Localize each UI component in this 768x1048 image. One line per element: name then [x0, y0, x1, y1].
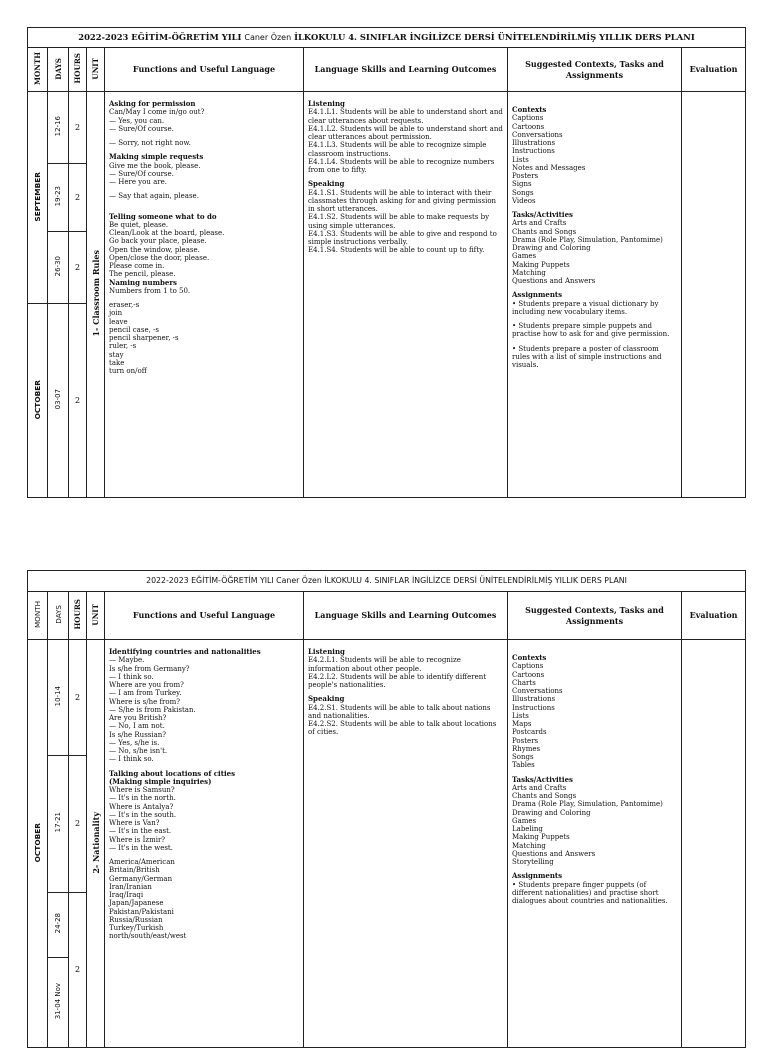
header-month: MONTH [28, 592, 48, 640]
section-heading: Telling someone what to do [109, 211, 217, 221]
text-line: Postcards [512, 728, 547, 737]
text-line: Arts and Crafts [512, 219, 567, 228]
section-heading: Contexts [512, 653, 547, 662]
text-line: Cartoons [512, 122, 545, 131]
text-line: — Sure/Of course. [109, 124, 174, 133]
header-days: DAYS [48, 592, 69, 640]
text-line: Cartoons [512, 670, 545, 679]
hours-cell: 2 [69, 756, 87, 893]
text-line: E4.1.L2. Students will be able to understand short and clear utterances about permission. [308, 124, 503, 141]
text-line: E4.2.L2. Students will be able to identify different people's nationalities. [308, 672, 487, 689]
text-line: Where is Van? [109, 819, 160, 827]
header-hours: HOURS [69, 592, 87, 640]
functions-content [105, 92, 304, 498]
section-heading: (Making simple inquiries) [109, 776, 212, 786]
text-line: E4.1.S1. Students will be able to interact with their classmates through asking for and giving permission in short utterances. [308, 188, 497, 213]
text-line: Posters [512, 172, 539, 180]
text-line: Making Puppets [512, 260, 570, 269]
header-days: DAYS [48, 48, 69, 92]
text-line: Labeling [512, 825, 543, 833]
header-unit: UNIT [87, 592, 105, 640]
text-line: — It's in the south. [109, 810, 177, 819]
section-heading: Tasks/Activities [512, 774, 573, 784]
text-line: Where are you from? [109, 681, 184, 689]
text-line: — No, I am not. [109, 722, 165, 731]
text-line: • Students prepare simple puppets and practise how to ask for and give permission. [512, 322, 670, 339]
text-line: Give me the book, please. [109, 161, 201, 170]
section-heading: Talking about locations of cities [109, 768, 236, 778]
text-line: Germany/German [109, 874, 173, 883]
text-line: Where is s/he from? [109, 697, 180, 706]
section-heading: Listening [308, 647, 345, 656]
title-year: 2022-2023 EĞİTİM-ÖĞRETİM YILI [78, 32, 242, 42]
text-line: Go back your place, please. [109, 237, 207, 246]
text-line: Charts [512, 678, 536, 687]
text-line: Illustrations [512, 139, 556, 147]
text-line: Tables [512, 761, 535, 770]
section-heading: Making simple requests [109, 152, 204, 162]
text-line: Drawing and Coloring [512, 244, 591, 252]
text-line: Turkey/Turkish [109, 924, 164, 932]
text-line: Is s/he Russian? [109, 730, 167, 739]
text-line: • Students prepare a poster of classroom rules with a list of simple instructions and visuals. [512, 344, 662, 369]
text-line: Britain/British [109, 866, 160, 875]
skills-content [304, 92, 508, 498]
text-line: — Yes, s/he is. [109, 738, 160, 747]
contexts-content [508, 92, 682, 498]
text-line: Drama (Role Play, Simulation, Pantomime) [512, 235, 663, 244]
month-october: OCTOBER [28, 304, 48, 498]
section-heading: Asking for permission [109, 99, 196, 108]
title-school: İLKOKULU 4. SINIFLAR İNGİLİZCE DERSİ ÜNİTELENDİRİLMİŞ YILLIK DERS PLANI [294, 32, 695, 42]
text-line: Questions and Answers [512, 277, 596, 285]
yearly-plan-table-2 [27, 570, 746, 1048]
text-line: — It's in the west. [109, 843, 173, 852]
hours-cell: 2 [69, 893, 87, 1048]
text-line: — S/he is from Pakistan. [109, 705, 196, 714]
header-unit: UNIT [87, 48, 105, 92]
text-line: Maps [512, 720, 532, 728]
text-line: Iran/Iranian [109, 882, 152, 891]
text-line: Notes and Messages [512, 163, 586, 172]
text-line: E4.1.S4. Students will be able to count up to fifty. [308, 246, 485, 255]
text-line: Arts and Crafts [512, 783, 567, 792]
text-line: — Here you are. [109, 178, 167, 186]
text-line: Drama (Role Play, Simulation, Pantomime) [512, 800, 663, 809]
header-month: MONTH [28, 48, 48, 92]
text-line: pencil case, -s [109, 325, 159, 334]
header-contexts: Suggested Contexts, Tasks and Assignments [508, 48, 682, 92]
text-line: Captions [512, 662, 544, 671]
text-line: Chants and Songs [512, 227, 577, 236]
days-cell: 10-14 [48, 640, 69, 756]
evaluation-content [682, 92, 746, 498]
plan-title [28, 28, 746, 48]
text-line: Captions [512, 114, 544, 123]
text-line: — Say that again, please. [109, 192, 199, 201]
text-line: Where is Antalya? [109, 802, 174, 811]
text-line: E4.1.L4. Students will be able to recognize numbers from one to fifty. [308, 157, 495, 174]
hours-cell: 2 [69, 232, 87, 304]
section-heading: Contexts [512, 105, 547, 114]
text-line: Iraq/Iraqi [109, 891, 144, 899]
text-line: Russia/Russian [109, 915, 163, 924]
text-line: — I think so. [109, 755, 154, 764]
section-heading: Assignments [512, 290, 563, 300]
functions-content [105, 640, 304, 1048]
text-line: — It's in the north. [109, 794, 176, 803]
text-line: — No, s/he isn't. [109, 747, 168, 755]
unit-cell: 2- Nationality [87, 640, 105, 1048]
days-cell: 24-28 [48, 893, 69, 958]
text-line: Storytelling [512, 858, 554, 866]
text-line: Open the window, please. [109, 245, 200, 254]
section-heading: Naming numbers [109, 277, 177, 287]
text-line: — I am from Turkey. [109, 689, 182, 698]
text-line: E4.2.L1. Students will be able to recognize information about other people. [308, 656, 461, 673]
hours-cell: 2 [69, 640, 87, 756]
text-line: leave [109, 317, 128, 326]
header-skills: Language Skills and Learning Outcomes [304, 592, 508, 640]
text-line: join [109, 309, 123, 318]
text-line: Games [512, 252, 537, 261]
header-hours: HOURS [69, 48, 87, 92]
header-evaluation: Evaluation [682, 592, 746, 640]
text-line: Songs [512, 753, 534, 761]
hours-cell: 2 [69, 164, 87, 232]
days-cell: 12-16 [48, 92, 69, 164]
text-line: • Students prepare a visual dictionary by including new vocabulary items. [512, 299, 659, 316]
text-line: E4.1.S2. Students will be able to make requests by using simple utterances. [308, 213, 490, 230]
text-line: Where is Samsun? [109, 786, 175, 794]
header-contexts: Suggested Contexts, Tasks and Assignments [508, 592, 682, 640]
text-line: Please come in. [109, 262, 165, 270]
text-line: Be quiet, please. [109, 220, 169, 229]
text-line: Matching [512, 268, 546, 277]
text-line: take [109, 358, 125, 367]
hours-cell: 2 [69, 92, 87, 164]
text-line: stay [109, 350, 124, 359]
text-line: Conversations [512, 687, 563, 695]
text-line: Is s/he from Germany? [109, 664, 190, 673]
section-heading: Tasks/Activities [512, 210, 573, 219]
section-heading: Identifying countries and nationalities [109, 647, 261, 656]
days-cell: 31-04 Nov [48, 958, 69, 1048]
text-line: — It's in the east. [109, 827, 172, 836]
text-line: turn on/off [109, 367, 147, 375]
hours-cell: 2 [69, 304, 87, 498]
days-cell: 26-30 [48, 232, 69, 304]
text-line: Chants and Songs [512, 792, 577, 800]
skills-content [304, 640, 508, 1048]
text-line: ruler, -s [109, 342, 137, 351]
text-line: Open/close the door, please. [109, 253, 210, 262]
text-line: E4.2.S1. Students will be able to talk about nations and nationalities. [308, 703, 491, 720]
text-line: The pencil, please. [109, 270, 176, 279]
text-line: Lists [512, 155, 529, 164]
header-functions: Functions and Useful Language [105, 592, 304, 640]
text-line: Instructions [512, 147, 555, 156]
text-line: Pakistan/Pakistani [109, 907, 174, 916]
text-line: Questions and Answers [512, 849, 596, 858]
section-heading: Speaking [308, 694, 345, 704]
text-line: — I think so. [109, 672, 154, 681]
text-line: eraser,-s [109, 301, 140, 309]
text-line: Games [512, 816, 537, 825]
yearly-plan-table-1 [27, 27, 746, 498]
text-line: — Sorry, not right now. [109, 139, 191, 147]
section-heading: Assignments [512, 871, 563, 881]
month-october: OCTOBER [28, 640, 48, 1048]
text-line: Illustrations [512, 695, 556, 704]
text-line: E4.1.L1. Students will be able to understand short and clear utterances about requests. [308, 108, 503, 125]
text-line: Japan/Japanese [109, 899, 164, 908]
text-line: Instructions [512, 703, 555, 712]
contexts-content [508, 640, 682, 1048]
text-line: E4.2.S2. Students will be able to talk about locations of cities. [308, 720, 497, 737]
text-line: Clean/Look at the board, please. [109, 229, 225, 237]
text-line: Are you British? [109, 714, 167, 722]
text-line: Songs [512, 188, 534, 197]
days-cell: 19-23 [48, 164, 69, 232]
text-line: Videos [512, 196, 536, 205]
section-heading: Listening [308, 99, 345, 108]
plan-title: 2022-2023 EĞİTİM-ÖĞRETİM YILI Caner Özen İLKOKULU 4. SINIFLAR İNGİLİZCE DERSİ ÜNİTELENDİRİLMİŞ YILLIK DERS PLANI [28, 571, 746, 592]
text-line: E4.1.S3. Students will be able to give and respond to simple instructions verbally. [308, 229, 497, 246]
text-line: America/American [109, 858, 175, 866]
text-line: Rhymes [512, 744, 541, 753]
text-line: Posters [512, 736, 539, 745]
text-line: Matching [512, 841, 546, 850]
section-heading: Speaking [308, 179, 345, 189]
header-functions: Functions and Useful Language [105, 48, 304, 92]
text-line: pencil sharpener, -s [109, 334, 179, 342]
text-line: — Maybe. [109, 656, 145, 665]
text-line: Conversations [512, 130, 563, 139]
text-line: Numbers from 1 to 50. [109, 286, 191, 295]
unit-cell: 1- Classroom Rules [87, 92, 105, 498]
text-line: Drawing and Coloring [512, 808, 591, 817]
text-line: Where is İzmir? [109, 835, 166, 844]
text-line: Lists [512, 711, 529, 720]
text-line: north/south/east/west [109, 932, 187, 941]
text-line: • Students prepare finger puppets (of different nationalities) and practise short dialogues about countries and nationalities. [512, 880, 668, 905]
title-author: Caner Özen [244, 33, 292, 42]
text-line: Can/May I come in/go out? [109, 108, 205, 117]
text-line: Making Puppets [512, 833, 570, 842]
month-september: SEPTEMBER [28, 92, 48, 304]
text-line: E4.1.L3. Students will be able to recognize simple classroom instructions. [308, 141, 487, 158]
header-skills: Language Skills and Learning Outcomes [304, 48, 508, 92]
header-evaluation: Evaluation [682, 48, 746, 92]
text-line: Signs [512, 180, 532, 189]
evaluation-content [682, 640, 746, 1048]
text-line: — Yes, you can. [109, 116, 165, 125]
text-line: — Sure/Of course. [109, 169, 174, 178]
days-cell: 17-21 [48, 756, 69, 893]
days-cell: 03-07 [48, 304, 69, 498]
